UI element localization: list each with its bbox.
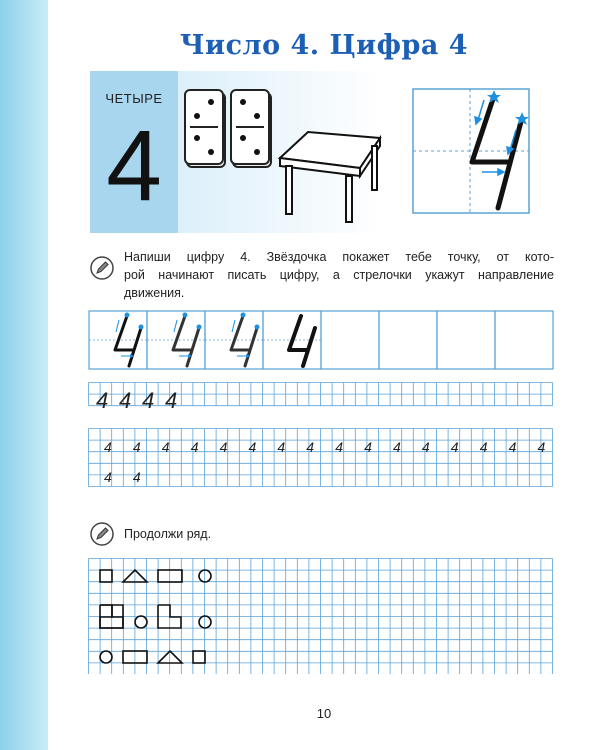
- tracing-box[interactable]: [379, 311, 437, 369]
- circle-shape: [199, 616, 211, 628]
- instruction-line-1: Напиши цифру 4. Звёздочка покажет тебе точку, от кото-: [124, 250, 554, 264]
- star-icon: [487, 90, 529, 125]
- instruction-continue-row: Продолжи ряд.: [124, 527, 212, 541]
- circle-shape: [199, 570, 211, 582]
- practice-digit: 4: [119, 388, 132, 413]
- practice-digit: 4: [104, 469, 112, 485]
- practice-digit: 4: [335, 439, 343, 455]
- tracing-box[interactable]: [437, 311, 495, 369]
- domino-icon: [184, 88, 274, 170]
- practice-digit: 4: [190, 439, 199, 455]
- digit-card: [90, 71, 178, 233]
- practice-digit: 4: [132, 439, 141, 455]
- practice-digit: 4: [364, 439, 372, 455]
- workbook-page: [48, 0, 600, 750]
- practice-digit: 4: [248, 439, 257, 455]
- practice-digit: 4: [132, 469, 141, 485]
- instruction-line-3: движения.: [124, 286, 185, 300]
- practice-digit: 4: [393, 439, 401, 455]
- tracing-row: [88, 310, 554, 372]
- practice-digit: 4: [537, 439, 546, 455]
- practice-digit: 4: [96, 388, 109, 413]
- table-icon: [276, 124, 386, 226]
- practice-grid-narrow: [88, 382, 554, 414]
- practice-digit: 4: [450, 439, 459, 455]
- practice-digit: 4: [219, 439, 228, 455]
- digit-word: ЧЕТЫРЕ: [105, 91, 163, 106]
- practice-digit: 4: [508, 439, 517, 455]
- tracing-box[interactable]: [147, 311, 205, 369]
- star-icon: [183, 313, 202, 330]
- tracing-box[interactable]: [495, 311, 553, 369]
- tracing-box[interactable]: [89, 311, 147, 369]
- practice-digit: 4: [104, 439, 112, 455]
- practice-digit: 4: [161, 439, 170, 455]
- star-icon: [125, 313, 144, 330]
- practice-digit: 4: [421, 439, 430, 455]
- star-icon: [241, 313, 260, 330]
- page-title: Число 4. Цифра 4: [179, 30, 469, 61]
- square-shape: [193, 651, 205, 663]
- circle-shape: [135, 616, 147, 628]
- tracing-box[interactable]: [263, 311, 321, 369]
- practice-digit: 4: [277, 439, 286, 455]
- copybook-digit-model: [412, 88, 530, 214]
- pencil-icon: [90, 256, 114, 280]
- practice-digit: 4: [306, 439, 315, 455]
- instruction-write-digit: [124, 248, 554, 302]
- practice-digit: 4: [479, 439, 488, 455]
- tracing-box[interactable]: [321, 311, 379, 369]
- digit-big: 4: [106, 110, 162, 222]
- pattern-grid: [88, 558, 554, 674]
- circle-shape: [100, 651, 112, 663]
- practice-digit: 4: [142, 388, 155, 413]
- tracing-box[interactable]: [205, 311, 263, 369]
- practice-grid-wide: [88, 428, 554, 492]
- pencil-icon: [90, 522, 114, 546]
- page-number: 10: [316, 706, 332, 721]
- practice-digit: 4: [165, 388, 178, 413]
- square-shape: [100, 570, 112, 582]
- instruction-line-2: рой начинают писать цифру, а стрелочки укажут направление: [124, 268, 554, 282]
